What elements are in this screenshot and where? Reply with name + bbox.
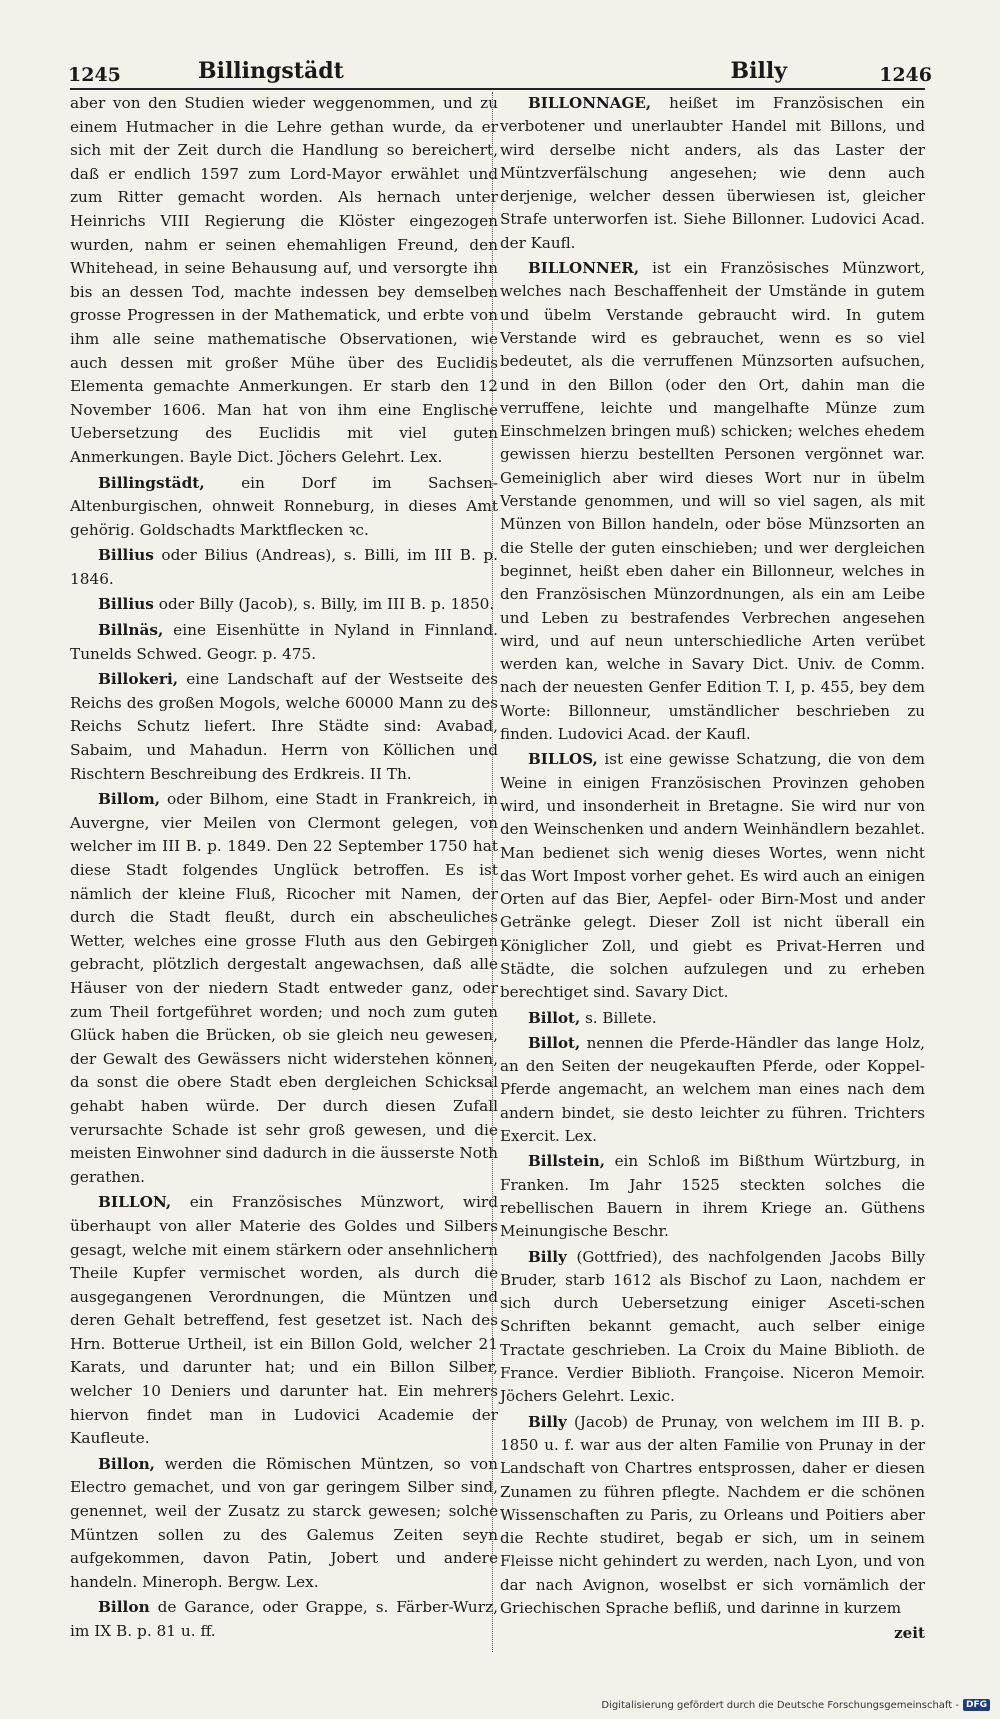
- entry-text: oder Bilhom, eine Stadt in Frankreich, in Auvergne, vier Meilen von Clermont gelegen, von welcher im III B. p. 1849. Den 22 September 1750 hat diese Stadt folgendes Unglück betroffen. Es ist nämlich der kleine Fluß, Ricocher mit Namen, der durch die Stadt fleußt, durch ein abscheuliches Wetter, welches eine grosse Fluth aus den Gebirgen gebracht, plötzlich dergestalt angewachsen, daß alle Häuser von der niedern Stadt entweder ganz, oder zum Theil fortgeführet worden; und noch zum guten Glück haben die Brücken, ob sie gleich neu gewesen, der Gewalt des Gewässers nicht widerstehen können, da sonst die obere Stadt eben dergleichen Schicksal gehabt haben würde. Der durch diesen Zufall verursachte Schade ist sehr groß gewesen, und die meisten Einwohner sind dadurch in die äusserste Noth gerathen.: [70, 790, 498, 1186]
- entry-text: ein Französisches Münzwort, wird überhaupt von aller Materie des Goldes und Silbers gesagt, welche mit einem stärkern oder ansehnlichern Theile Kupfer vermischet worden, als durch die ausgegangenen Verordnungen, die Müntzen und deren Gehalt betreffend, fest gesetzet ist. Nach des Hrn. Botterue Urtheil, ist ein Billon Gold, welcher 21 Karats, und darunter hat; und ein Billon Silber, welcher 10 Deniers und darunter hat. Ein mehrers hiervon findet man in Ludovici Academie der Kaufleute.: [70, 1193, 498, 1448]
- article-entry: [500, 92, 925, 255]
- article-entry: [70, 619, 498, 666]
- catchword: zeit: [894, 1624, 925, 1643]
- page-header: [68, 52, 932, 86]
- entry-lemma: Billot,: [528, 1033, 581, 1052]
- entry-text: de Garance, oder Grappe, s. Färber-Wurz, im IX B. p. 81 u. ff.: [70, 1598, 498, 1640]
- column-divider: [492, 92, 494, 1652]
- right-page-number: 1246: [879, 64, 932, 86]
- entry-text: s. Billete.: [580, 1008, 657, 1027]
- entry-lemma: Billius: [98, 595, 154, 614]
- article-entry: [500, 1411, 925, 1621]
- right-column: [500, 92, 925, 1646]
- entry-lemma: Billon,: [98, 1454, 156, 1473]
- article-entry: [500, 257, 925, 746]
- entry-lemma: Billingstädt,: [98, 473, 205, 492]
- left-running-head: Billingstädt: [198, 58, 344, 84]
- article-entry: [70, 544, 498, 591]
- entry-lemma: Billom,: [98, 790, 161, 809]
- entry-lemma: Billnäs,: [98, 621, 164, 640]
- entry-lemma: BILLOS,: [528, 750, 598, 769]
- entry-lemma: Billy: [528, 1412, 567, 1431]
- entry-text: nennen die Pferde-Händler das lange Holz, an den Seiten der neugekauften Pferde, oder Koppel-Pferde angemacht, an welchem man eines nach dem andern bindet, sie desto leichter zu führen. Trichters Exercit. Lex.: [500, 1033, 925, 1146]
- entry-text: aber von den Studien wieder weggenommen, und zu einem Hutmacher in die Lehre gethan wurde, da er sich mit der Zeit durch die Handlung so bereichert, daß er endlich 1597 zum Lord-Mayor erwählet und zum Ritter gemacht worden. Als hernach unter Heinrichs VIII Regierung die Klöster eingezogen wurden, nahm er seinen ehemahligen Freund, den Whitehead, in seine Behausung auf, und versorgte ihn bis an dessen Tod, machte indessen bey demselben grosse Progressen in der Mathematick, und erbte von ihm alle seine mathematische Observationen, wie auch dessen mit großer Mühe über des Euclidis Elementa gemachte Anmerkungen. Er starb den 12 November 1606. Man hat von ihm eine Englische Uebersetzung des Euclidis mit viel guten Anmerkungen. Bayle Dict. Jöchers Gelehrt. Lex.: [70, 94, 498, 466]
- article-entry: [70, 1191, 498, 1451]
- entry-lemma: BILLONNAGE,: [528, 94, 652, 112]
- article-entry: [70, 92, 498, 470]
- footer: [601, 1699, 990, 1711]
- article-entry: [70, 668, 498, 786]
- entry-lemma: BILLONNER,: [528, 259, 640, 278]
- article-entry: [500, 1150, 925, 1243]
- article-entry: [500, 748, 925, 1004]
- article-entry: [70, 788, 498, 1189]
- entry-text: oder Billy (Jacob), s. Billy, im III B. p. 1850.: [153, 595, 495, 614]
- entry-text: ein Schloß im Bißthum Würtzburg, in Franken. Im Jahr 1525 steckten solches die rebellischen Bauern in ihrem Kriege an. Güthens Meinungische Beschr.: [500, 1152, 925, 1241]
- article-entry: [70, 1453, 498, 1595]
- dfg-logo: DFG: [963, 1699, 990, 1711]
- article-entry: [70, 593, 498, 617]
- article-entry: [500, 1007, 925, 1030]
- entry-text: ist eine gewisse Schatzung, die von dem Weine in einigen Französischen Provinzen gehoben wird, und insonderheit in Bretagne. Sie wird nur von den Weinschenken und andern Weinhändlern bezahlet. Man bedienet sich wenig dieses Wortes, wenn nicht das Wort Impost vorher gehet. Es wird auch an einigen Orten auf das Bier, Aepfel- oder Birn-Most und ander Getränke gelegt. Dieser Zoll ist nicht überall ein Königlicher Zoll, und giebt es Privat-Herren und Städte, die solchen aufzulegen und zu erheben berechtiget sind. Savary Dict.: [500, 750, 925, 1002]
- entry-text: oder Bilius (Andreas), s. Billi, im III B. p. 1846.: [70, 546, 498, 588]
- entry-text: ein Dorf im Sachsen-Altenburgischen, ohnweit Ronneburg, in dieses Amt gehörig. Goldschadts Marktflecken ꝛc.: [70, 473, 498, 539]
- entry-text: (Jacob) de Prunay, von welchem im III B. p. 1850 u. f. war aus der alten Familie von Prunay in der Landschaft von Chartres entsprossen, daher er diesen Zunamen zu führen pflegte. Nachdem er die schönen Wissenschaften zu Paris, zu Orleans und Poitiers aber die Rechte studiret, begab er sich, um in seinem Fleisse nicht gehindert zu werden, nach Lyon, und von dar nach Avignon, woselbst er sich vornämlich der Griechischen Sprache befliß, und darinne in kurzem: [500, 1412, 925, 1617]
- entry-lemma: Billstein,: [528, 1152, 605, 1171]
- entry-text: heißet im Französischen ein verbotener und unerlaubter Handel mit Billons, und wird derselbe nicht anders, als das Laster der Müntzverfälschung angesehen; wie denn auch derjenige, welcher dessen überwiesen ist, gleicher Strafe unterworfen ist. Siehe Billonner. Ludovici Acad. der Kaufl.: [500, 94, 925, 252]
- entry-text: eine Eisenhütte in Nyland in Finnland. Tunelds Schwed. Geogr. p. 475.: [70, 621, 498, 663]
- entry-text: werden die Römischen Müntzen, so von Electro gemachet, und von gar geringem Silber sind, genennet, weil der Zusatz zu starck gewesen; solche Müntzen sollen zu des Galemus Zeiten seyn aufgekommen, davon Patin, Jobert und andere handeln. Mineroph. Bergw. Lex.: [70, 1454, 498, 1591]
- header-rule: [70, 88, 925, 90]
- entry-lemma: Billon: [98, 1598, 150, 1617]
- right-running-head: Billy: [730, 58, 787, 84]
- entry-text: eine Landschaft auf der Westseite des Reichs des großen Mogols, welche 60000 Mann zu des Reichs Schutz liefert. Ihre Städte sind: Avabad, Sabaim, und Mahadun. Herrn von Köllichen und Rischtern Beschreibung des Erdkreis. II Th.: [70, 670, 498, 783]
- entry-lemma: Billy: [528, 1247, 567, 1266]
- entry-text: ist ein Französisches Münzwort, welches nach Beschaffenheit der Umstände in gutem und übelm Verstande gebraucht wird. In gutem Verstande wird es gebrauchet, wenn es so viel bedeutet, als die verruffenen Münzsorten aufsuchen, und in den Billon (oder den Ort, dahin man die verruffene, leichte und mangelhafte Münze zum Einschmelzen bringen muß) schicken; welches ehedem gewissen hierzu bestellten Personen vergönnet war. Gemeiniglich aber wird dieses Wort nur in übelm Verstande genommen, und will so viel sagen, als mit Münzen von Billon handeln, oder böse Münzsorten an die Stelle der guten einschieben; und wer dergleichen beginnet, heißt eben daher ein Billonneur, welches in den Französischen Münzordnungen, als ein am Leibe und Leben zu bestrafendes Verbrechen angesehen wird, und auf neun unterschiedliche Arten verübet werden kan, welche in Savary Dict. Univ. de Comm. nach der neuesten Genfer Edition T. I, p. 455, bey dem Worte: Billonneur, umständlicher beschrieben zu finden. Ludovici Acad. der Kaufl.: [500, 259, 925, 744]
- entry-lemma: Billot,: [528, 1008, 581, 1027]
- article-entry: [500, 1032, 925, 1148]
- article-entry: [70, 1596, 498, 1643]
- left-column: [70, 92, 498, 1646]
- article-entry: [500, 1246, 925, 1409]
- left-page-number: 1245: [68, 64, 121, 86]
- entry-lemma: Billokeri,: [98, 670, 179, 689]
- entry-text: (Gottfried), des nachfolgenden Jacobs Billy Bruder, starb 1612 als Bischof zu Laon, nachdem er sich durch Uebersetzung einiger Asceti-schen Schriften bekannt gemacht, auch selber einige Tractate geschrieben. La Croix du Maine Biblioth. de France. Verdier Biblioth. Françoise. Niceron Memoir. Jöchers Gelehrt. Lexic.: [500, 1247, 925, 1406]
- footer-text: Digitalisierung gefördert durch die Deutsche Forschungsgemeinschaft -: [601, 1699, 959, 1711]
- entry-lemma: BILLON,: [98, 1193, 172, 1212]
- article-entry: [70, 472, 498, 543]
- entry-lemma: Billius: [98, 546, 154, 565]
